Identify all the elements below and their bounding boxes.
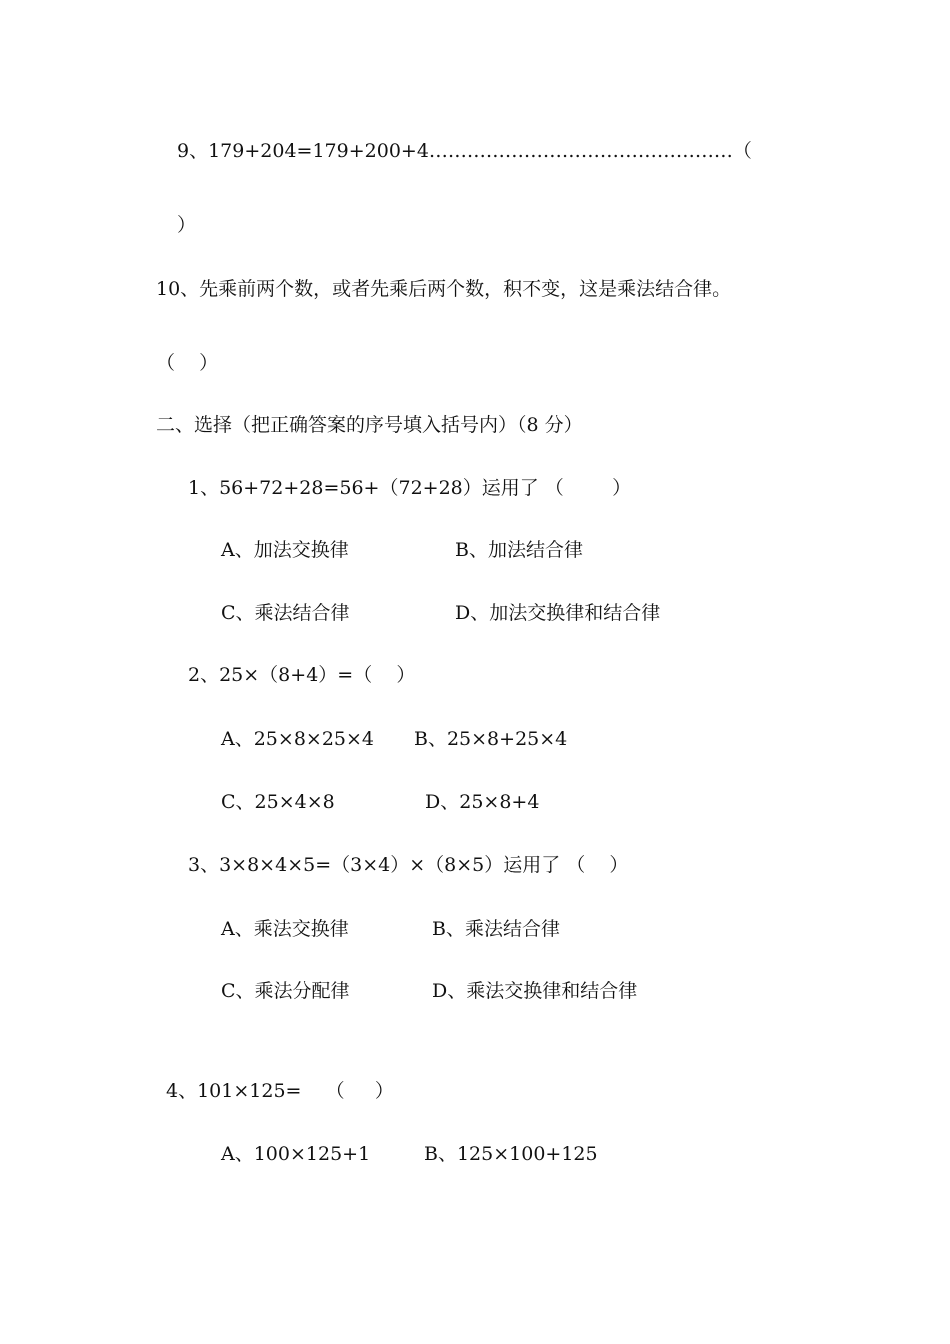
option-2c: C、25×4×8 bbox=[221, 791, 335, 813]
option-1a: A、加法交换律 bbox=[221, 539, 349, 561]
option-2a: A、25×8×25×4 bbox=[221, 728, 375, 750]
choice-question-2: 2、25×（8+4）=（ ） bbox=[188, 664, 416, 686]
question-10-answer-paren: （ ） bbox=[156, 352, 219, 374]
option-3c: C、乘法分配律 bbox=[221, 980, 350, 1002]
option-4a: A、100×125+1 bbox=[221, 1143, 371, 1165]
option-1d: D、加法交换律和结合律 bbox=[455, 602, 661, 624]
question-10: 10、先乘前两个数，或者先乘后两个数，积不变，这是乘法结合律。 bbox=[156, 278, 732, 300]
question-9: 9、179+204=179+200+4…………………………………………（ bbox=[177, 140, 752, 162]
question-9-close-paren: ） bbox=[177, 214, 197, 236]
option-2d: D、25×8+4 bbox=[425, 791, 540, 813]
option-1b: B、加法结合律 bbox=[455, 539, 583, 561]
option-3a: A、乘法交换律 bbox=[221, 918, 349, 940]
choice-question-3: 3、3×8×4×5=（3×4）×（8×5）运用了 （ ） bbox=[188, 854, 629, 876]
option-3b: B、乘法结合律 bbox=[432, 918, 560, 940]
choice-question-1: 1、56+72+28=56+（72+28）运用了 （ ） bbox=[188, 477, 632, 499]
option-1c: C、乘法结合律 bbox=[221, 602, 350, 624]
choice-question-4: 4、101×125= （ ） bbox=[166, 1080, 394, 1102]
option-3d: D、乘法交换律和结合律 bbox=[432, 980, 638, 1002]
option-4b: B、125×100+125 bbox=[424, 1143, 598, 1165]
section-2-heading: 二、选择（把正确答案的序号填入括号内）（8 分） bbox=[156, 414, 583, 436]
option-2b: B、25×8+25×4 bbox=[414, 728, 568, 750]
